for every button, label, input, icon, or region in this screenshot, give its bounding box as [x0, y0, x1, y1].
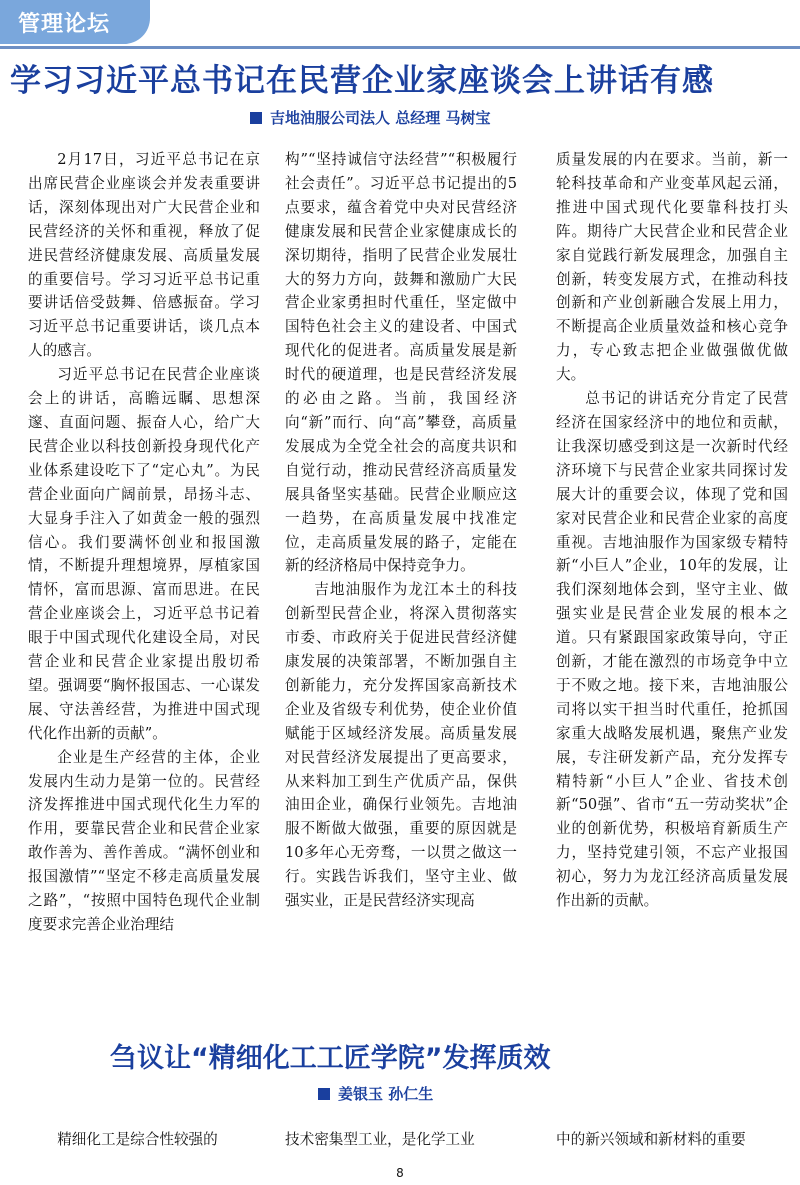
article-byline: [250, 107, 490, 128]
paragraph: 总书记的讲话充分肯定了民营经济在国家经济中的地位和贡献，让我深切感受到这是一次新时代经济环境下与民营企业家共同探讨发展大计的重要会议，体现了党和国家对民营企业和民营企业家的高度重视。吉地油服作为国家级专精特新“小巨人”企业，10年的发展，让我们深刻地体会到，坚守主业、做强实业是民营企业发展的根本之道。只有紧跟国家政策导向，守正创新，才能在激烈的市场竞争中立于不败之地。接下来，吉地油服公司将以实干担当时代重任，抢抓国家重大战略发展机遇，聚焦产业发展，专注研发新产品，充分发挥专精特新“小巨人”企业、省技术创新“50强”、省市“五一劳动奖状”企业的创新优势，积极培育新质生产力，坚持党建引领，不忘产业报国初心，努力为龙江经济高质量发展作出新的贡献。: [556, 390, 788, 910]
section-tag: [0, 0, 150, 44]
article-title: 学习习近平总书记在民营企业家座谈会上讲话有感: [10, 63, 714, 99]
article2-byline: [318, 1083, 433, 1104]
article2-column-1-snippet: 精细化工是综合性较强的: [28, 1131, 218, 1148]
article-column-1: [28, 148, 260, 1018]
paragraph: 习近平总书记在民营企业座谈会上的讲话，高瞻远瞩、思想深邃、直面问题、振奋人心，给广大民营企业以科技创新投身现代化产业体系建设吃下了“定心丸”。为民营企业面向广阔前景，昂扬斗志、大显身手注入了如黄金一般的强烈信心。我们要满怀创业和报国激情，不断提升理想境界，厚植家国情怀，富而思源、富而思进。在民营企业座谈会上，习近平总书记着眼于中国式现代化建设全局，对民营企业和民营企业家提出殷切希望。强调要“胸怀报国志、一心谋发展、守法善经营，为推进中国式现代化作出新的贡献”。: [28, 366, 260, 742]
paragraph: 吉地油服作为龙江本土的科技创新型民营企业，将深入贯彻落实市委、市政府关于促进民营经济健康发展的决策部署，不断加强自主创新能力，充分发挥国家高新技术企业及省级专利优势，使企业价值赋能于区域经济发展。高质量发展对民营经济发展提出了更高要求，从来料加工到生产优质产品，保供油田企业，确保行业领先。吉地油服不断做大做强，重要的原因就是10多年心无旁骛，一以贯之做这一行。实践告诉我们，坚守主业、做强实业，正是民营经济实现高: [285, 581, 517, 910]
article2-title: 刍议让“精细化工工匠学院”发挥质效: [110, 1043, 551, 1074]
paragraph: 质量发展的内在要求。当前，新一轮科技革命和产业变革风起云涌，推进中国式现代化要靠科技打头阵。期待广大民营企业和民营企业家自觉践行新发展理念，加强自主创新，转变发展方式，在推动科技创新和产业创新融合发展上用力，不断提高企业质量效益和核心竞争力，专心致志把企业做强做优做大。: [556, 151, 788, 384]
page-number: 8: [396, 1166, 404, 1180]
paragraph: 企业是生产经营的主体，企业发展内生动力是第一位的。民营经济发挥推进中国式现代化生力军的作用，要靠民营企业和民营企业家敢作善为、善作善成。“满怀创业和报国激情”“坚定不移走高质量发展之路”，“按照中国特色现代企业制度要求完善企业治理结: [28, 748, 260, 933]
section-tag-label: 管理论坛: [18, 12, 111, 37]
article2-column-2-snippet: 技术密集型工业，是化学工业: [285, 1131, 475, 1148]
square-bullet-icon: [318, 1088, 330, 1100]
byline-text: 吉地油服公司法人 总经理 马树宝: [270, 109, 491, 127]
square-bullet-icon: [250, 112, 262, 124]
article2-column-3-snippet: 中的新兴领域和新材料的重要: [556, 1131, 746, 1148]
paragraph: 构”“坚持诚信守法经营”“积极履行社会责任”。习近平总书记提出的5点要求，蕴含着党中央对民营经济健康发展和民营企业家健康成长的深切期待，指明了民营企业发展壮大的努力方向，鼓舞和激励广大民营企业家勇担时代重任，坚定做中国特色社会主义的建设者、中国式现代化的促进者。高质量发展是新时代的硬道理，也是民营经济发展的必由之路。当前，我国经济向“新”而行、向“高”攀登，高质量发展成为全党全社会的高度共识和自觉行动，推动民营经济高质量发展具备坚实基础。民营企业顺应这一趋势，在高质量发展中找准定位，走高质量发展的路子，定能在新的经济格局中保持竞争力。: [285, 151, 517, 575]
byline-text: 姜银玉 孙仁生: [338, 1085, 434, 1103]
article-column-3: [556, 148, 788, 1018]
paragraph: 2月17日，习近平总书记在京出席民营企业座谈会并发表重要讲话，深刻体现出对广大民营企业和民营经济的关怀和重视，释放了促进民营经济健康发展、高质量发展的重要信号。学习习近平总书记重要讲话倍受鼓舞、倍感振奋。学习习近平总书记重要讲话，谈几点本人的感言。: [28, 151, 260, 360]
header-rule: [0, 46, 800, 49]
article-column-2: [285, 148, 517, 1018]
